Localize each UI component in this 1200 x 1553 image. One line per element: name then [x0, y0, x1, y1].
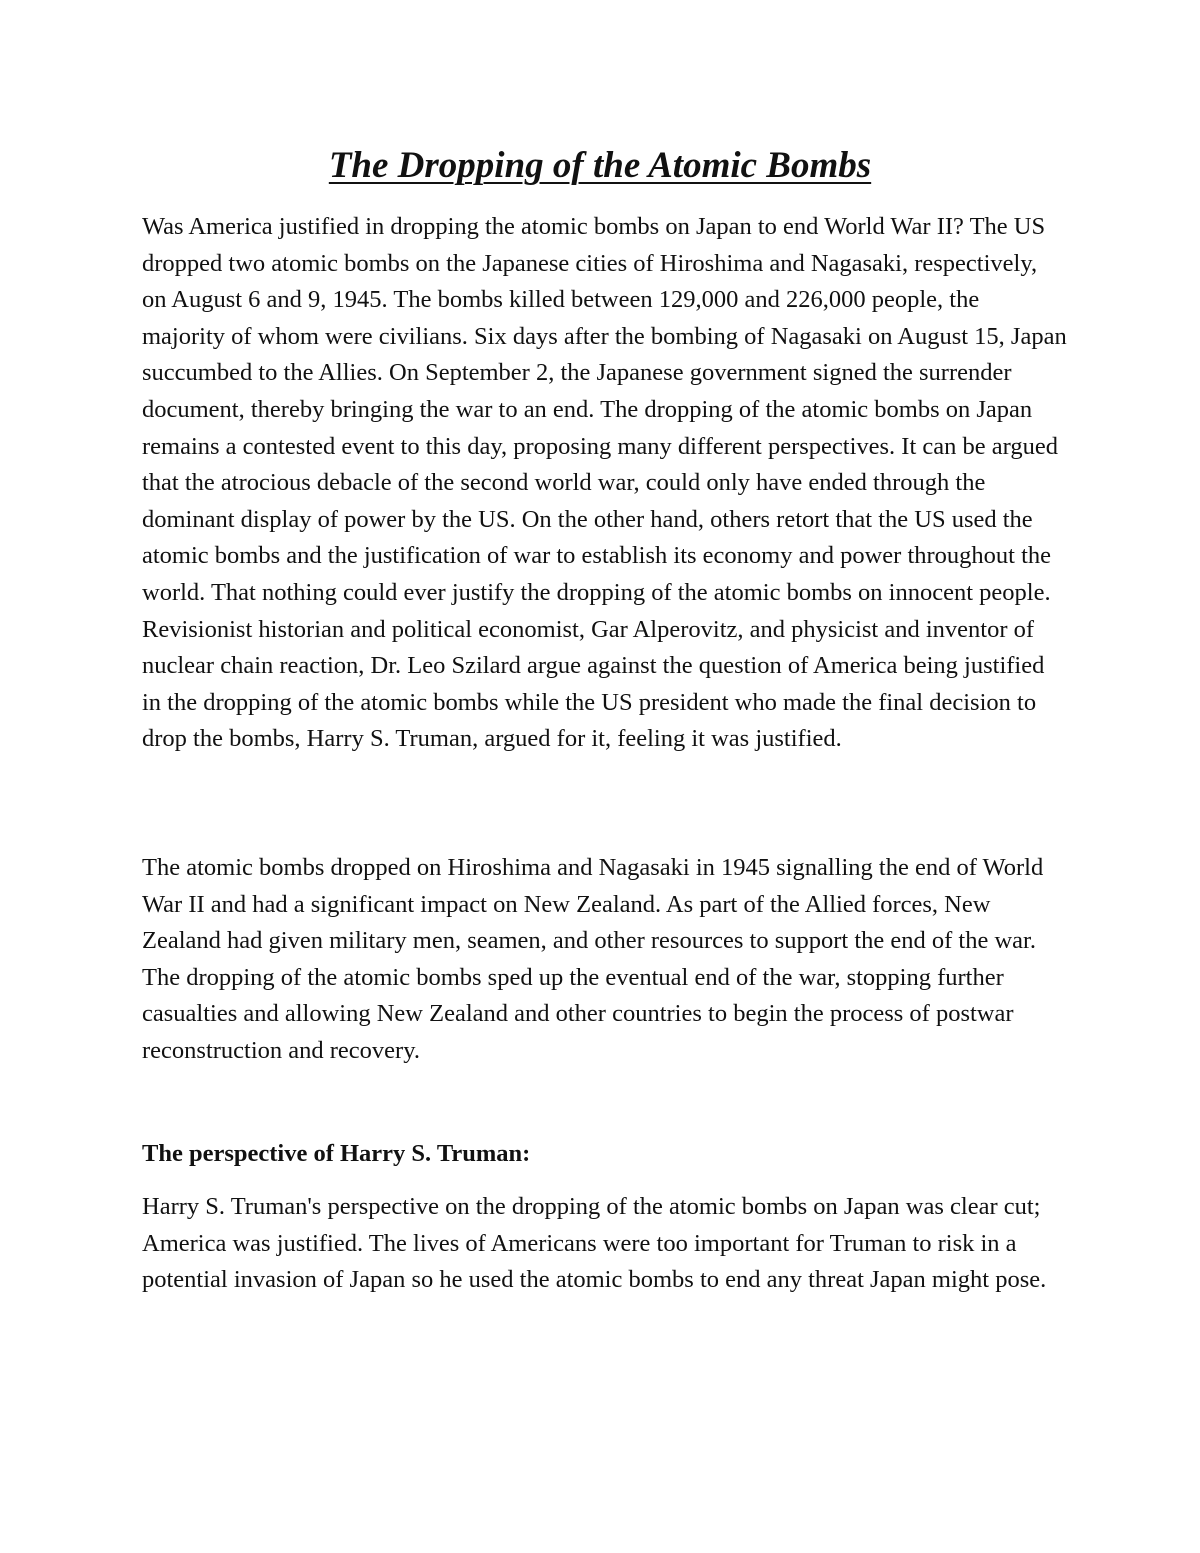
section-heading: The perspective of Harry S. Truman: — [142, 1140, 531, 1167]
intro-paragraph: Was America justified in dropping the atomic bombs on Japan to end World War II? The US dropped two atomic bombs on the Japanese cities of Hiroshima and Nagasaki, respectively, on August 6 and 9, 1945. The bombs killed between 129,000 and 226,000 people, the majority of whom were civilians. Six days after the bombing of Nagasaki on August 15, Japan succumbed to the Allies. On September 2, the Japanese government signed the surrender document, thereby bringing the war to an end. The dropping of the atomic bombs on Japan remains a contested event to this day, proposing many different perspectives. It can be argued that the atrocious debacle of the second world war, could only have ended through the dominant display of power by the US. On the other hand, others retort that the US used the atomic bombs and the justification of war to establish its economy and power throughout the world. That nothing could ever justify the dropping of the atomic bombs on innocent people. Revisionist historian and political economist, Gar Alperovitz, and physicist and inventor of nuclear chain reaction, Dr. Leo Szilard argue against the question of America being justified in the dropping of the atomic bombs while the US president who made the final decision to drop the bombs, Harry S. Truman, argued for it, feeling it was justified. — [142, 213, 1067, 753]
new-zealand-paragraph: The atomic bombs dropped on Hiroshima and Nagasaki in 1945 signalling the end of World War II and had a significant impact on New Zealand. As part of the Allied forces, New Zealand had given military men, seamen, and other resources to support the end of the war. The dropping of the atomic bombs sped up the eventual end of the war, stopping further casualties and allowing New Zealand and other countries to begin the process of postwar reconstruction and recovery. — [142, 854, 1044, 1064]
truman-paragraph: Harry S. Truman's perspective on the dropping of the atomic bombs on Japan was clear cut; America was justified. The lives of Americans were too important for Truman to risk in a potential invasion of Japan so he used the atomic bombs to end any threat Japan might pose. — [142, 1193, 1047, 1294]
page-title: The Dropping of the Atomic Bombs — [328, 145, 872, 186]
